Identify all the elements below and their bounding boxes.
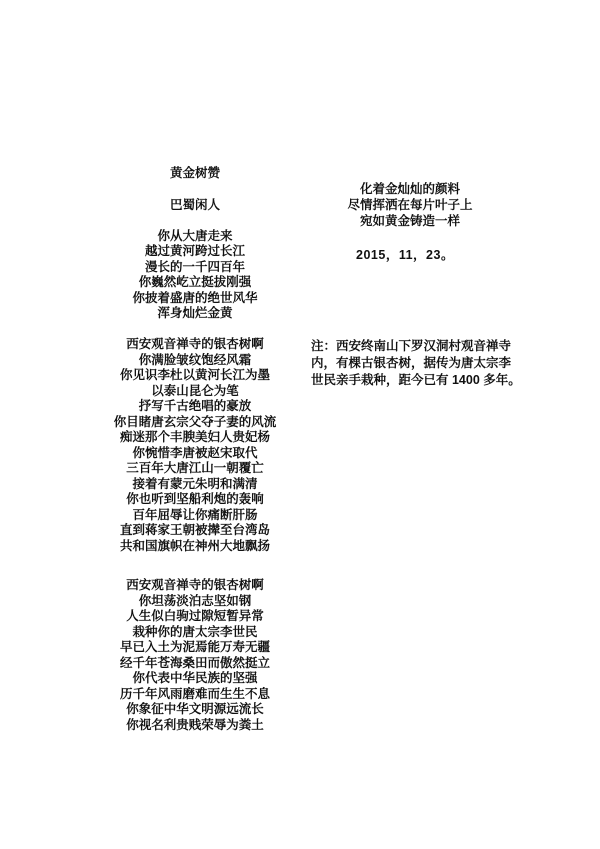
footnote-line: 内，有棵古银杏树，据传为唐太宗李 — [311, 356, 512, 370]
footnote-line: 注：西安终南山下罗汉洞村观音禅寺 — [311, 339, 512, 353]
poem-line: 你目睹唐玄宗父夺子妻的风流 — [113, 414, 277, 429]
poem-line: 宛如黄金铸造一样 — [359, 214, 460, 228]
poem-line: 人生似白驹过隙短暂异常 — [126, 609, 264, 623]
poem-line: 三百年大唐江山一朝覆亡 — [126, 461, 264, 475]
poem-line: 抒写千古绝唱的豪放 — [138, 399, 252, 413]
footnote-line: 世民亲手栽种，距今已有 1400 多年。 — [311, 373, 521, 387]
poem-stanza-1 — [95, 229, 295, 322]
poem-column — [95, 166, 295, 749]
poem-line: 你也听到坚船利炮的轰响 — [126, 492, 264, 506]
poem-line: 你惋惜李唐被赵宋取代 — [132, 445, 258, 460]
poem-stanza-2 — [95, 337, 295, 554]
poem-line: 痴迷那个丰腴美妇人贵妃杨 — [119, 430, 270, 444]
poem-line: 你巍然屹立挺拔刚强 — [138, 275, 252, 289]
poem-line: 你视名利贵贱荣辱为粪土 — [126, 717, 264, 732]
poem-author: 巴蜀闲人 — [169, 197, 220, 212]
poem-line: 你从大唐走来 — [157, 228, 233, 243]
poem-line: 早已入土为泥焉能万寿无疆 — [119, 640, 270, 654]
poem-line: 漫长的一千四百年 — [144, 259, 245, 274]
poem-line: 以泰山昆仑为笔 — [151, 383, 239, 398]
poem-line: 你披着盛唐的绝世风华 — [132, 290, 258, 305]
poem-line: 你坦荡淡泊志坚如钢 — [138, 593, 252, 608]
poem-line: 化着金灿灿的颜料 — [359, 182, 460, 196]
poem-line: 经千年苍海桑田而傲然挺立 — [119, 655, 270, 670]
poem-line: 你代表中华民族的坚强 — [132, 671, 258, 685]
poem-stanza-3 — [95, 578, 295, 733]
poem-line: 尽情挥洒在每片叶子上 — [347, 198, 473, 212]
poem-date: 2015，11，23。 — [356, 248, 454, 262]
poem-line: 共和国旗帜在神州大地飘扬 — [119, 538, 270, 553]
poem-line: 栽种你的唐太宗李世民 — [132, 624, 258, 639]
poem-line: 越过黄河跨过长江 — [144, 244, 245, 258]
poem-line: 西安观音禅寺的银杏树啊 — [126, 337, 264, 351]
poem-line: 历千年风雨磨难而生生不息 — [119, 686, 270, 701]
poem-line: 你满脸皱纹饱经风霜 — [138, 352, 252, 367]
footnote — [311, 338, 521, 389]
poem-line: 你见识李杜以黄河长江为墨 — [119, 368, 270, 382]
poem-line: 百年屈辱让你痛断肝肠 — [132, 507, 258, 522]
poem-title: 黄金树赞 — [169, 166, 220, 180]
right-intro-stanza — [310, 181, 510, 229]
poem-line: 西安观音禅寺的银杏树啊 — [126, 578, 264, 592]
poem-line: 你象征中华文明源远流长 — [126, 702, 264, 716]
poem-line: 浑身灿烂金黄 — [157, 306, 233, 320]
poem-line: 直到蒋家王朝被撵至台湾岛 — [119, 523, 270, 537]
poem-line: 接着有蒙元朱明和满清 — [132, 476, 258, 491]
